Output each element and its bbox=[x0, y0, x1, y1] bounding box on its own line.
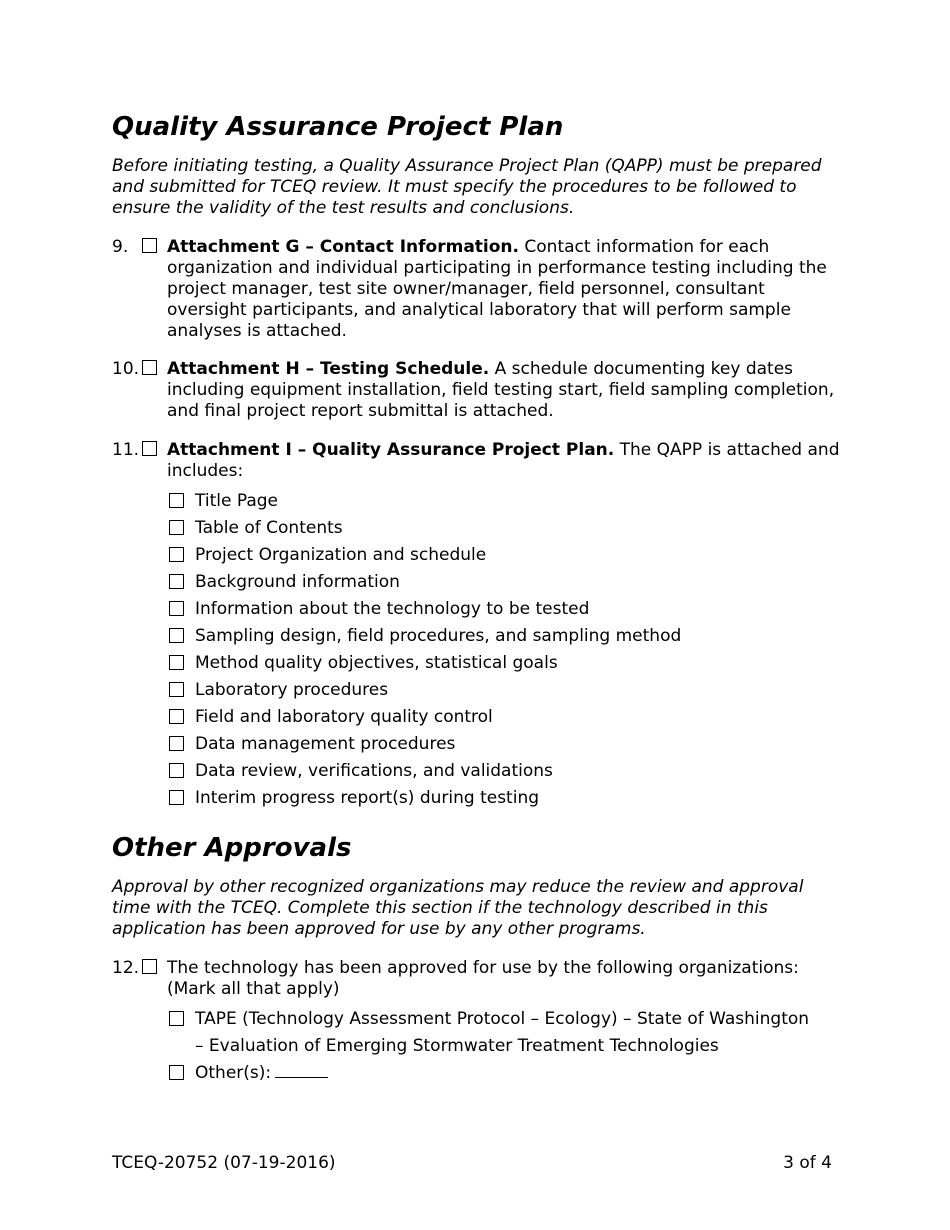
others-label: Other(s): bbox=[195, 1063, 272, 1083]
checklist-label: Background information bbox=[195, 572, 400, 592]
checklist-label: Sampling design, field procedures, and sampling method bbox=[195, 626, 682, 646]
checkbox[interactable] bbox=[169, 655, 184, 670]
qapp-checklist-item bbox=[169, 572, 400, 593]
item-12-checkbox[interactable] bbox=[142, 959, 157, 974]
item-title: Attachment H – Testing Schedule. bbox=[167, 359, 490, 379]
item-description: Contact information for each organization and individual participating in performance testing including the project manager, test site owner/manager, field personnel, consultant oversight participants, and analytical laboratory that will perform sample analyses is attached. bbox=[167, 237, 827, 341]
checkbox[interactable] bbox=[169, 763, 184, 778]
qapp-checklist-item bbox=[169, 491, 278, 512]
item-10-checkbox[interactable] bbox=[142, 360, 157, 375]
tape-checkbox[interactable] bbox=[169, 1011, 184, 1026]
checklist-label: Field and laboratory quality control bbox=[195, 707, 493, 727]
item-number: 12. bbox=[112, 958, 140, 978]
item-text bbox=[167, 440, 842, 482]
checklist-label: Table of Contents bbox=[195, 518, 343, 538]
checklist-label: Interim progress report(s) during testing bbox=[195, 788, 540, 808]
item-11-checkbox[interactable] bbox=[142, 441, 157, 456]
item-12 bbox=[112, 958, 842, 1000]
item-number: 9. bbox=[112, 237, 129, 257]
form-id: TCEQ-20752 (07-19-2016) bbox=[112, 1153, 336, 1173]
checkbox[interactable] bbox=[169, 601, 184, 616]
checkbox[interactable] bbox=[169, 736, 184, 751]
checklist-label: Laboratory procedures bbox=[195, 680, 389, 700]
checklist-label: Method quality objectives, statistical goals bbox=[195, 653, 558, 673]
qapp-checklist-item bbox=[169, 626, 681, 647]
checklist-label: Information about the technology to be tested bbox=[195, 599, 590, 619]
item-number: 11. bbox=[112, 440, 140, 460]
item-9 bbox=[112, 237, 842, 342]
item-title: Attachment G – Contact Information. bbox=[167, 237, 519, 257]
checkbox[interactable] bbox=[169, 493, 184, 508]
qapp-checklist-item bbox=[169, 680, 388, 701]
other-approvals-heading: Other Approvals bbox=[112, 833, 352, 863]
qapp-checklist-item bbox=[169, 518, 343, 539]
item-description: A schedule documenting key dates including equipment installation, field testing start, field sampling completion, and final project report submittal is attached. bbox=[167, 359, 835, 421]
tape-label-line1: TAPE (Technology Assessment Protocol – Ecology) – State of Washington bbox=[195, 1009, 810, 1029]
checklist-label: Data review, verifications, and validations bbox=[195, 761, 553, 781]
page-number: 3 of 4 bbox=[783, 1153, 832, 1173]
others-row bbox=[195, 1063, 328, 1084]
item-title: Attachment I – Quality Assurance Project Plan. bbox=[167, 440, 615, 460]
qapp-checklist-item bbox=[169, 761, 553, 782]
other-approvals-intro: Approval by other recognized organizations may reduce the review and approval time with the TCEQ. Complete this section if the technology described in this application has been approved for use by any other programs. bbox=[112, 877, 804, 939]
checkbox[interactable] bbox=[169, 682, 184, 697]
item-text bbox=[167, 237, 842, 342]
others-option bbox=[169, 1063, 328, 1084]
qapp-checklist-item bbox=[169, 653, 558, 674]
checkbox[interactable] bbox=[169, 709, 184, 724]
others-checkbox[interactable] bbox=[169, 1065, 184, 1080]
checklist-label: Data management procedures bbox=[195, 734, 456, 754]
item-text bbox=[167, 359, 842, 422]
item-9-checkbox[interactable] bbox=[142, 238, 157, 253]
checkbox[interactable] bbox=[169, 547, 184, 562]
tape-label-line2: – Evaluation of Emerging Stormwater Treatment Technologies bbox=[195, 1036, 719, 1056]
item-10 bbox=[112, 359, 842, 422]
qapp-checklist-item bbox=[169, 734, 455, 755]
qapp-checklist-item bbox=[169, 788, 539, 809]
checklist-label: Title Page bbox=[195, 491, 278, 511]
item-11 bbox=[112, 440, 842, 482]
qapp-heading: Quality Assurance Project Plan bbox=[112, 112, 564, 142]
qapp-checklist-item bbox=[169, 707, 493, 728]
item-description: The QAPP is attached and includes: bbox=[167, 440, 840, 481]
item-description: The technology has been approved for use by the following organizations: (Mark all that apply) bbox=[167, 958, 799, 999]
qapp-checklist-item bbox=[169, 545, 486, 566]
qapp-intro: Before initiating testing, a Quality Assurance Project Plan (QAPP) must be prepared and submitted for TCEQ review. It must specify the procedures to be followed to ensure the validity of the test results and conclusions. bbox=[112, 156, 822, 218]
item-number: 10. bbox=[112, 359, 140, 379]
tape-option bbox=[169, 1009, 809, 1057]
checkbox[interactable] bbox=[169, 790, 184, 805]
checkbox[interactable] bbox=[169, 520, 184, 535]
checklist-label: Project Organization and schedule bbox=[195, 545, 487, 565]
others-input-field[interactable] bbox=[275, 1063, 328, 1078]
checkbox[interactable] bbox=[169, 574, 184, 589]
checkbox[interactable] bbox=[169, 628, 184, 643]
qapp-checklist-item bbox=[169, 599, 589, 620]
